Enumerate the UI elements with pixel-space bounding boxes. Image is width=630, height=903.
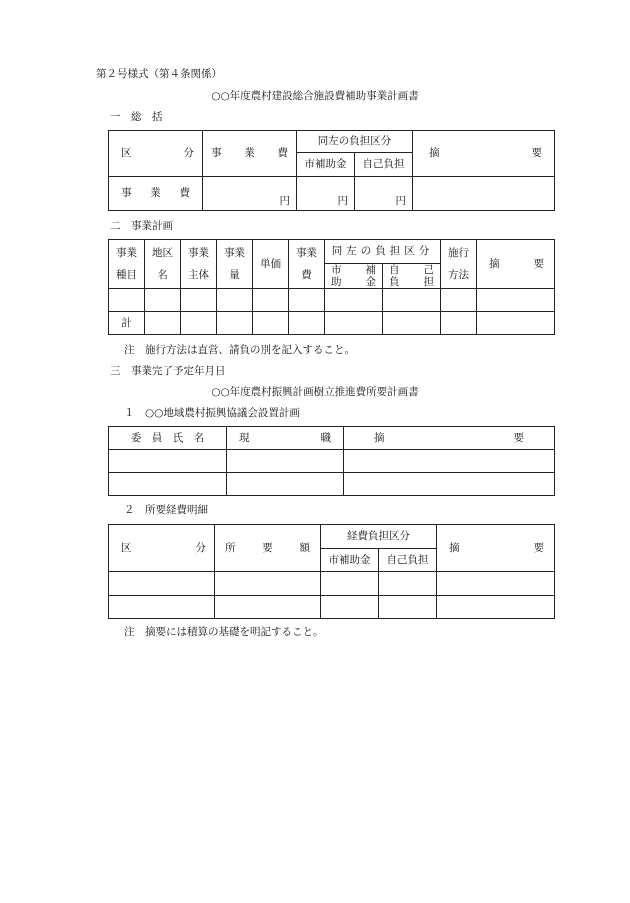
header-cost: 事業 費 xyxy=(289,240,325,289)
header-category: 区 分 xyxy=(109,131,203,177)
section1-heading: 一 総 括 xyxy=(110,111,163,123)
subsection2-heading: ２ 所要経費明細 xyxy=(124,504,208,516)
header-unit-price: 単価 xyxy=(253,240,289,289)
header-position: 現 職 xyxy=(227,427,344,450)
section2-heading: 二 事業計画 xyxy=(110,220,173,232)
cell-unit: 円 xyxy=(203,177,297,211)
total-row xyxy=(109,312,555,335)
plan-table xyxy=(108,239,555,335)
council-table xyxy=(108,426,555,496)
section3-heading: 三 事業完了予定年月日 xyxy=(110,365,226,377)
header-remarks: 摘 要 xyxy=(344,427,555,450)
header-category: 区 分 xyxy=(109,525,215,572)
header-quantity: 事業 量 xyxy=(217,240,253,289)
table-row xyxy=(109,596,555,619)
header-burden: 同左の負担区分 xyxy=(325,240,441,264)
header-body: 事業 主体 xyxy=(181,240,217,289)
header-member: 委 員 氏 名 xyxy=(109,427,227,450)
cell-unit: 円 xyxy=(297,177,355,211)
cell-unit: 円 xyxy=(355,177,413,211)
row-label: 事 業 費 xyxy=(109,177,203,211)
header-burden: 経費負担区分 xyxy=(321,525,437,549)
section2-note: 注 施行方法は直営、請負の別を記入すること。 xyxy=(124,344,355,356)
expense-table xyxy=(108,524,555,619)
header-method: 施行 方法 xyxy=(441,240,477,289)
header-project-cost: 事 業 費 xyxy=(203,131,297,177)
total-label: 計 xyxy=(109,312,145,335)
header-self-burden: 自己負担 xyxy=(379,549,437,572)
header-remarks: 摘 要 xyxy=(477,240,555,289)
header-burden: 同左の負担区分 xyxy=(297,131,413,153)
form-number-label: 第２号様式（第４条関係） xyxy=(96,68,222,80)
summary-table xyxy=(108,130,555,211)
cell-remarks xyxy=(413,177,555,211)
header-remarks: 摘 要 xyxy=(413,131,555,177)
header-city-subsidy: 市補助金 xyxy=(297,153,355,177)
header-type: 事業 種目 xyxy=(109,240,145,289)
table-row xyxy=(109,450,555,473)
header-city-subsidy: 市補助金 xyxy=(321,549,379,572)
table-row xyxy=(109,572,555,596)
header-area: 地区 名 xyxy=(145,240,181,289)
table-row xyxy=(109,473,555,496)
header-remarks: 摘 要 xyxy=(437,525,555,572)
header-amount: 所 要 額 xyxy=(215,525,321,572)
promo-title: ○○年度農村振興計画樹立推進費所要計画書 xyxy=(211,386,419,398)
header-self-burden: 自己負担 xyxy=(355,153,413,177)
subsection1-heading: １ ○○地域農村振興協議会設置計画 xyxy=(124,407,300,419)
header-city-subsidy: 市 補 助 金 xyxy=(325,264,383,289)
header-self-burden: 自 己 負 担 xyxy=(383,264,441,289)
plan-title: ○○年度農村建設総合施設費補助事業計画書 xyxy=(211,90,419,102)
table-row xyxy=(109,289,555,312)
subsection2-note: 注 摘要には積算の基礎を明記すること。 xyxy=(124,626,324,638)
